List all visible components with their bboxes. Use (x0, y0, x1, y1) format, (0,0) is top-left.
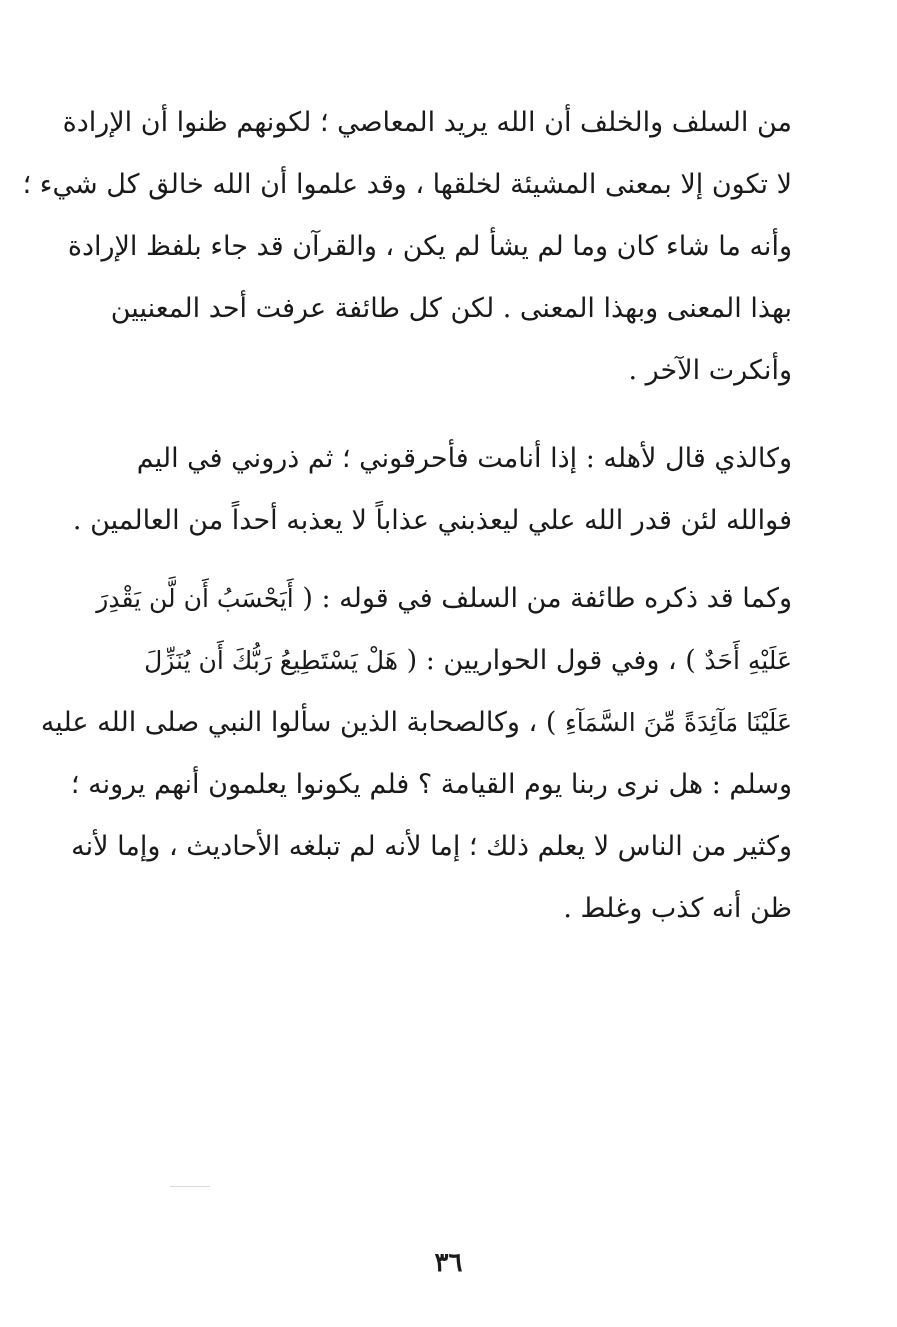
text-line: من السلف والخلف أن الله يريد المعاصي ؛ لكونهم ظنوا أن الإرادة (62, 107, 792, 138)
scan-mark (170, 1186, 210, 1187)
quran-verse: أَيَحْسَبُ أَن لَّن يَقْدِرَ (96, 584, 294, 613)
paragraph-3 (40, 568, 792, 940)
line-text: وكما قد ذكره طائفة من السلف في قوله : ( (302, 583, 792, 614)
quran-verse: عَلَيْنَا مَآئِدَةً مِّنَ السَّمَآءِ (564, 708, 792, 737)
text-line: ظن أنه كذب وغلط . (563, 893, 792, 924)
text-line: وكثير من الناس لا يعلم ذلك ؛ إما لأنه لم تبلغه الأحاديث ، وإما لأنه (71, 831, 792, 862)
line-text: ) ، وكالصحابة الذين سألوا النبي صلى الله عليه (40, 707, 557, 738)
text-line: وسلم : هل نرى ربنا يوم القيامة ؟ فلم يكونوا يعلمون أنهم يرونه ؛ (70, 769, 792, 800)
text-line (40, 692, 792, 754)
text-line: فوالله لئن قدر الله علي ليعذبني عذاباً لا يعذبه أحداً من العالمين . (72, 505, 792, 536)
text-line (62, 630, 792, 692)
text-line: وكالذي قال لأهله : إذا أنامت فأحرقوني ؛ ثم ذروني في اليم (136, 443, 792, 474)
text-line: لا تكون إلا بمعنى المشيئة لخلقها ، وقد علموا أن الله خالق كل شيء ؛ (22, 169, 792, 200)
paragraph-1 (22, 92, 792, 402)
page-number: ٣٦ (434, 1248, 463, 1278)
text-line (62, 568, 792, 630)
text-line: وأنه ما شاء كان وما لم يشأ لم يكن ، والقرآن قد جاء بلفظ الإرادة (67, 231, 792, 262)
quran-verse: عَلَيْهِ أَحَدٌ (704, 646, 792, 675)
paragraph-2 (62, 428, 792, 552)
quran-verse: هَلْ يَسْتَطِيعُ رَبُّكَ أَن يُنَزِّلَ (144, 646, 399, 675)
text-line: وأنكرت الآخر . (628, 355, 792, 386)
line-text: ) ، وفي قول الحواريين : ( (406, 645, 696, 676)
text-line: بهذا المعنى وبهذا المعنى . لكن كل طائفة عرفت أحد المعنيين (110, 293, 792, 324)
